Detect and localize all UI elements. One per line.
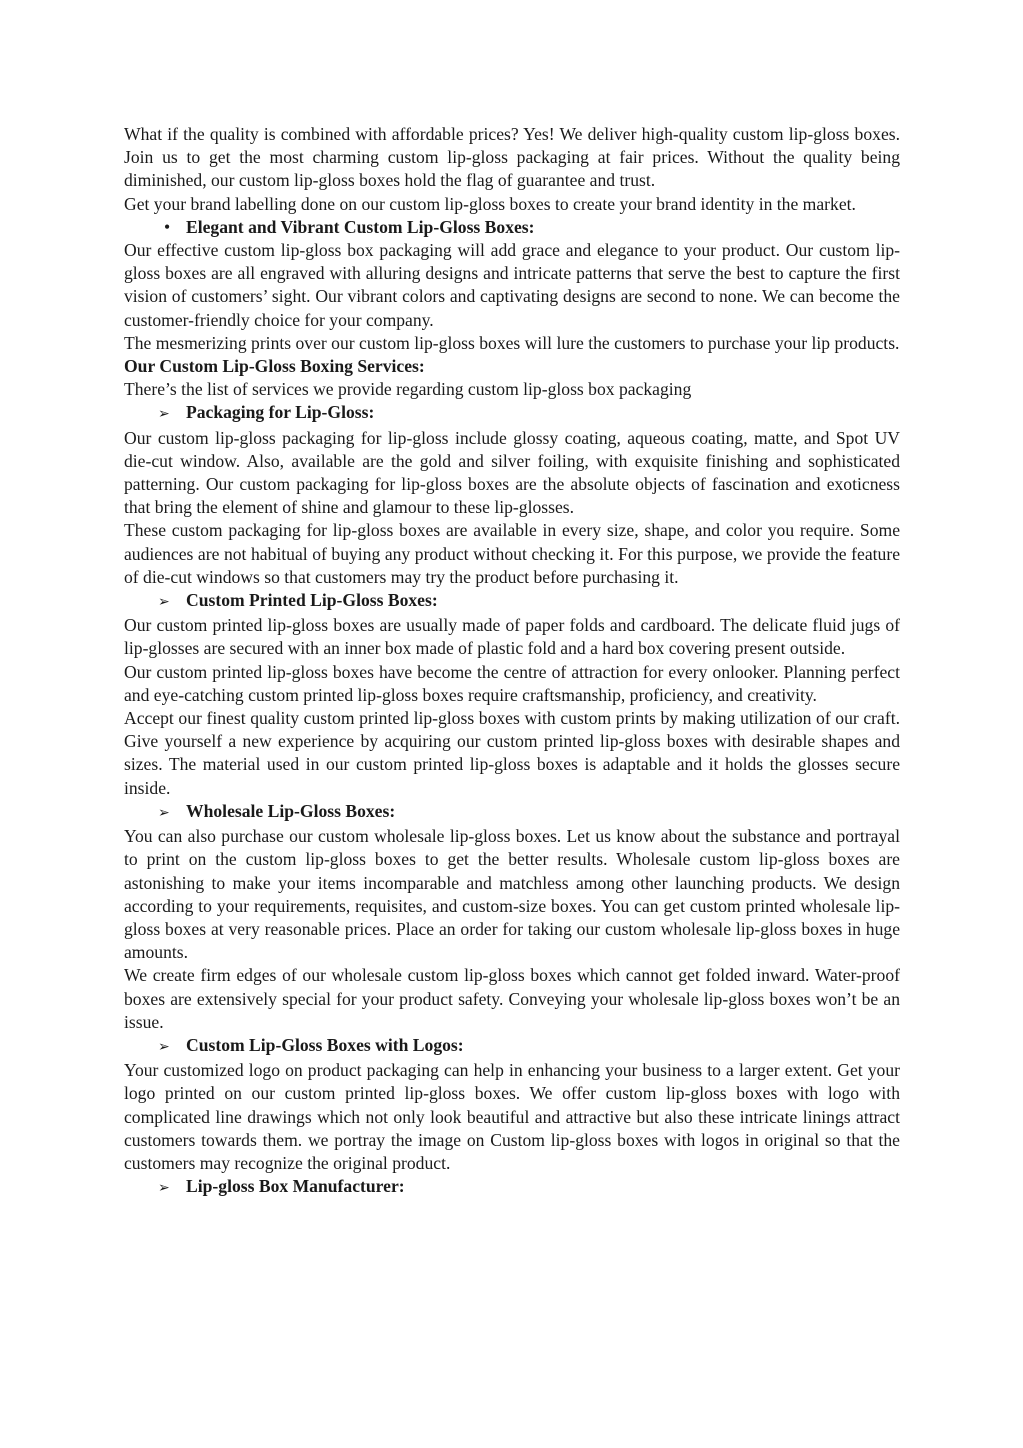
paragraph-printed-3: Accept our finest quality custom printed lip-gloss boxes with custom prints by making utilization of our craft. Give yourself a new experience by acquiring our custom printed lip-gloss boxes with desirable shapes and sizes. The material used in our custom printed lip-gloss boxes is adaptable and it holds the glosses secure inside. [124, 708, 900, 798]
paragraph-printed-1: Our custom printed lip-gloss boxes are usually made of paper folds and cardboard. The delicate fluid jugs of lip-glosses are secured with an inner box made of plastic fold and a hard box covering present outside. [124, 615, 900, 659]
arrow-bullet-icon: ➢ [158, 804, 170, 821]
arrow-heading-text: Packaging for Lip-Gloss: [186, 402, 375, 423]
arrow-heading-text: Custom Lip-Gloss Boxes with Logos: [186, 1034, 464, 1055]
paragraph-services-intro: There’s the list of services we provide regarding custom lip-gloss box packaging [124, 379, 692, 400]
paragraph-elegant: Our effective custom lip-gloss box packaging will add grace and elegance to your product. Our custom lip-gloss boxes are all engraved with alluring designs and intricate patterns that serve the best to capture the first vision of customers’ sight. Our vibrant colors and captivating designs are second to none. We can become the customer-friendly choice for your company. [124, 240, 900, 330]
bullet-heading-text: Elegant and Vibrant Custom Lip-Gloss Boxes: [186, 216, 535, 237]
arrow-bullet-icon: ➢ [158, 1038, 170, 1055]
arrow-heading-text: Lip-gloss Box Manufacturer: [186, 1176, 405, 1197]
section-heading-services: Our Custom Lip-Gloss Boxing Services: [124, 356, 425, 377]
paragraph-wholesale-2: We create firm edges of our wholesale custom lip-gloss boxes which cannot get folded inward. Water-proof boxes are extensively special for your product safety. Conveying your wholesale lip-gloss boxes won’t be an issue. [124, 965, 900, 1032]
paragraph-mesmerizing: The mesmerizing prints over our custom lip-gloss boxes will lure the customers to purchase your lip products. [124, 332, 900, 353]
arrow-heading-logos [124, 1034, 900, 1059]
paragraph-packaging-2: These custom packaging for lip-gloss boxes are available in every size, shape, and color you require. Some audiences are not habitual of buying any product without checking it. For this purpose, we provide the feature of die-cut windows so that customers may try the product before purchasing it. [124, 520, 900, 587]
paragraph-branding: Get your brand labelling done on our custom lip-gloss boxes to create your brand identity in the market. [124, 193, 856, 214]
arrow-bullet-icon: ➢ [158, 406, 170, 423]
paragraph-wholesale-1: You can also purchase our custom wholesale lip-gloss boxes. Let us know about the substance and portrayal to print on the custom lip-gloss boxes to get the better results. Wholesale custom lip-gloss boxes are astonishing to make your items incomparable and matchless among other launching products. We design according to your requirements, requisites, and custom-size boxes. You can get custom printed wholesale lip-gloss boxes at very reasonable prices. Place an order for taking our custom wholesale lip-gloss boxes in huge amounts. [124, 826, 900, 963]
arrow-heading-wholesale [124, 800, 900, 825]
arrow-heading-packaging [124, 401, 900, 426]
arrow-heading-text: Custom Printed Lip-Gloss Boxes: [186, 590, 438, 611]
document-page [124, 123, 900, 1200]
paragraph-logos: Your customized logo on product packaging can help in enhancing your business to a larger extent. Get your logo printed on our custom printed lip-gloss boxes. We offer custom lip-gloss boxes with logo with complicated line drawings which not only look beautiful and attractive but also these intricate linings attract customers towards them. we portray the image on Custom lip-gloss boxes with logos in original so that the customers may recognize the original product. [124, 1060, 900, 1173]
arrow-heading-manufacturer [124, 1175, 900, 1200]
paragraph-intro: What if the quality is combined with affordable prices? Yes! We deliver high-quality custom lip-gloss boxes. Join us to get the most charming custom lip-gloss packaging at fair prices. Without the quality being diminished, our custom lip-gloss boxes hold the flag of guarantee and trust. [124, 124, 900, 191]
paragraph-packaging-1: Our custom lip-gloss packaging for lip-gloss include glossy coating, aqueous coating, matte, and Spot UV die-cut window. Also, available are the gold and silver foiling, with exquisite finishing and sophisticated patterning. Our custom packaging for lip-gloss boxes are the absolute objects of fascination and exoticness that bring the element of shine and glamour to these lip-glosses. [124, 427, 900, 518]
bullet-dot-icon: • [164, 216, 171, 237]
arrow-heading-printed [124, 589, 900, 614]
arrow-bullet-icon: ➢ [158, 1180, 170, 1197]
bullet-heading-elegant [124, 216, 900, 239]
paragraph-printed-2: Our custom printed lip-gloss boxes have become the centre of attraction for every onlooker. Planning perfect and eye-catching custom printed lip-gloss boxes require craftsmanship, proficiency, and creativity. [124, 661, 900, 705]
arrow-bullet-icon: ➢ [158, 594, 170, 611]
arrow-heading-text: Wholesale Lip-Gloss Boxes: [186, 800, 396, 821]
